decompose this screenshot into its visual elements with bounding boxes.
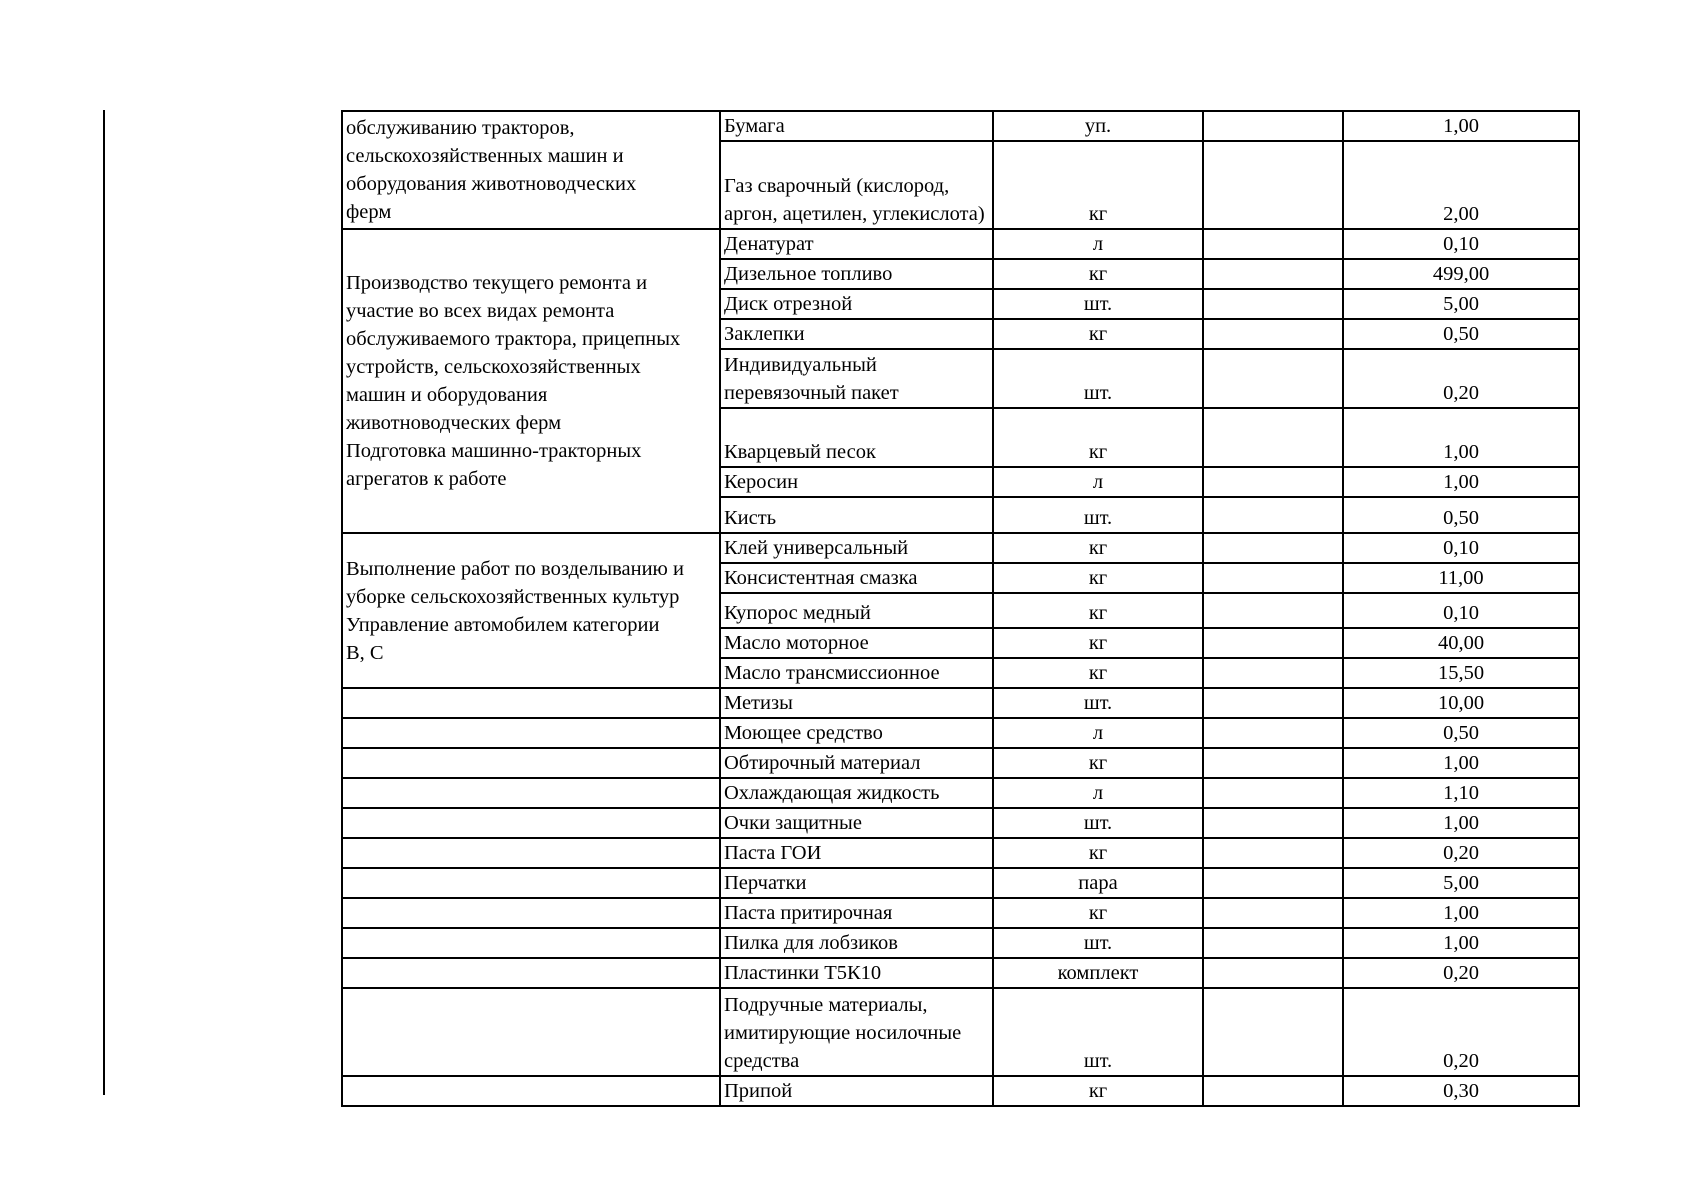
work-description-cell xyxy=(342,928,720,958)
empty-cell xyxy=(1203,748,1343,778)
materials-table xyxy=(341,110,1580,1107)
unit-cell: кг xyxy=(993,408,1203,467)
left-margin-rule xyxy=(103,110,105,1095)
unit-cell: шт. xyxy=(993,988,1203,1076)
unit-cell: кг xyxy=(993,1076,1203,1106)
work-description-line: обслуживанию тракторов, xyxy=(346,117,575,139)
work-description-cell xyxy=(342,688,720,718)
unit-cell: кг xyxy=(993,628,1203,658)
work-description-line: обслуживаемого трактора, прицепных xyxy=(346,328,681,350)
empty-cell xyxy=(1203,349,1343,408)
empty-cell xyxy=(1203,628,1343,658)
material-name-cell: Подручные материалы, имитирующие носилочные средства xyxy=(720,988,993,1076)
empty-cell xyxy=(1203,533,1343,563)
table-row xyxy=(342,688,1579,718)
unit-cell: шт. xyxy=(993,688,1203,718)
empty-cell xyxy=(1203,593,1343,628)
work-description-line: Производство текущего ремонта и xyxy=(346,272,648,294)
material-name-cell: Консистентная смазка xyxy=(720,563,993,593)
material-name-cell: Диск отрезной xyxy=(720,289,993,319)
empty-cell xyxy=(1203,111,1343,141)
unit-cell: уп. xyxy=(993,111,1203,141)
work-description-cell xyxy=(342,808,720,838)
empty-cell xyxy=(1203,838,1343,868)
quantity-cell: 499,00 xyxy=(1343,259,1579,289)
work-description-line: сельскохозяйственных машин и xyxy=(346,145,624,167)
empty-cell xyxy=(1203,658,1343,688)
empty-cell xyxy=(1203,688,1343,718)
work-description-line: ферм xyxy=(346,201,392,223)
material-name-cell: Клей универсальный xyxy=(720,533,993,563)
work-description-cell xyxy=(342,868,720,898)
material-name-cell: Масло моторное xyxy=(720,628,993,658)
table-row xyxy=(342,808,1579,838)
quantity-cell: 1,00 xyxy=(1343,408,1579,467)
empty-cell xyxy=(1203,259,1343,289)
empty-cell xyxy=(1203,718,1343,748)
table-row xyxy=(342,718,1579,748)
material-name-cell: Пластинки Т5К10 xyxy=(720,958,993,988)
table-row xyxy=(342,868,1579,898)
work-description-cell xyxy=(342,898,720,928)
unit-cell: л xyxy=(993,467,1203,497)
material-name-cell: Керосин xyxy=(720,467,993,497)
unit-cell: шт. xyxy=(993,808,1203,838)
empty-cell xyxy=(1203,868,1343,898)
quantity-cell: 0,50 xyxy=(1343,497,1579,533)
work-description-line: Подготовка машинно-тракторных xyxy=(346,440,642,462)
quantity-cell: 0,30 xyxy=(1343,1076,1579,1106)
quantity-cell: 15,50 xyxy=(1343,658,1579,688)
quantity-cell: 1,10 xyxy=(1343,778,1579,808)
work-description-line: животноводческих ферм xyxy=(346,412,562,434)
unit-cell: кг xyxy=(993,259,1203,289)
material-name-cell: Паста ГОИ xyxy=(720,838,993,868)
material-name-cell: Кварцевый песок xyxy=(720,408,993,467)
quantity-cell: 1,00 xyxy=(1343,928,1579,958)
quantity-cell: 0,20 xyxy=(1343,988,1579,1076)
quantity-cell: 0,20 xyxy=(1343,838,1579,868)
work-description-cell xyxy=(342,958,720,988)
work-description-line: агрегатов к работе xyxy=(346,468,507,490)
table-row xyxy=(342,988,1579,1076)
material-name-cell: Метизы xyxy=(720,688,993,718)
quantity-cell: 0,50 xyxy=(1343,319,1579,349)
work-description-line: Управление автомобилем категории xyxy=(346,613,660,636)
work-description-cell xyxy=(342,229,720,533)
unit-cell: кг xyxy=(993,563,1203,593)
empty-cell xyxy=(1203,141,1343,229)
material-name-cell: Пилка для лобзиков xyxy=(720,928,993,958)
unit-cell: шт. xyxy=(993,497,1203,533)
work-description-cell xyxy=(342,838,720,868)
table-row xyxy=(342,748,1579,778)
empty-cell xyxy=(1203,928,1343,958)
table-row xyxy=(342,838,1579,868)
unit-cell: кг xyxy=(993,748,1203,778)
unit-cell: шт. xyxy=(993,928,1203,958)
unit-cell: пара xyxy=(993,868,1203,898)
quantity-cell: 1,00 xyxy=(1343,898,1579,928)
quantity-cell: 10,00 xyxy=(1343,688,1579,718)
material-name-cell: Обтирочный материал xyxy=(720,748,993,778)
unit-cell: кг xyxy=(993,838,1203,868)
table-row xyxy=(342,229,1579,259)
material-name-cell: Купорос медный xyxy=(720,593,993,628)
quantity-cell: 0,20 xyxy=(1343,958,1579,988)
unit-cell: шт. xyxy=(993,349,1203,408)
work-description-line: машин и оборудования xyxy=(346,384,548,406)
quantity-cell: 11,00 xyxy=(1343,563,1579,593)
work-description-cell xyxy=(342,748,720,778)
unit-cell: кг xyxy=(993,141,1203,229)
unit-cell: л xyxy=(993,229,1203,259)
material-name-cell: Очки защитные xyxy=(720,808,993,838)
material-name-cell: Кисть xyxy=(720,497,993,533)
unit-cell: кг xyxy=(993,593,1203,628)
quantity-cell: 1,00 xyxy=(1343,748,1579,778)
material-name-cell: Индивидуальный перевязочный пакет xyxy=(720,349,993,408)
quantity-cell: 1,00 xyxy=(1343,808,1579,838)
empty-cell xyxy=(1203,497,1343,533)
unit-cell: кг xyxy=(993,658,1203,688)
quantity-cell: 0,50 xyxy=(1343,718,1579,748)
material-name-cell: Масло трансмиссионное xyxy=(720,658,993,688)
empty-cell xyxy=(1203,408,1343,467)
work-description-line: оборудования животноводческих xyxy=(346,173,637,195)
unit-cell: шт. xyxy=(993,289,1203,319)
materials-table-body xyxy=(342,111,1579,1106)
unit-cell: кг xyxy=(993,898,1203,928)
table-row xyxy=(342,1076,1579,1106)
empty-cell xyxy=(1203,898,1343,928)
material-name-cell: Припой xyxy=(720,1076,993,1106)
empty-cell xyxy=(1203,1076,1343,1106)
quantity-cell: 0,20 xyxy=(1343,349,1579,408)
empty-cell xyxy=(1203,467,1343,497)
quantity-cell: 1,00 xyxy=(1343,111,1579,141)
material-name-cell: Моющее средство xyxy=(720,718,993,748)
quantity-cell: 5,00 xyxy=(1343,868,1579,898)
quantity-cell: 0,10 xyxy=(1343,229,1579,259)
work-description-cell xyxy=(342,111,720,229)
quantity-cell: 0,10 xyxy=(1343,533,1579,563)
table-row xyxy=(342,958,1579,988)
material-name-cell: Денатурат xyxy=(720,229,993,259)
material-name-cell: Газ сварочный (кислород, аргон, ацетилен, углекислота) xyxy=(720,141,993,229)
table-row xyxy=(342,898,1579,928)
unit-cell: кг xyxy=(993,319,1203,349)
work-description-line: Выполнение работ по возделыванию и xyxy=(346,557,684,580)
empty-cell xyxy=(1203,778,1343,808)
quantity-cell: 2,00 xyxy=(1343,141,1579,229)
empty-cell xyxy=(1203,563,1343,593)
work-description-cell xyxy=(342,718,720,748)
empty-cell xyxy=(1203,229,1343,259)
work-description-cell xyxy=(342,533,720,688)
work-description-cell xyxy=(342,1076,720,1106)
unit-cell: кг xyxy=(993,533,1203,563)
quantity-cell: 0,10 xyxy=(1343,593,1579,628)
unit-cell: комплект xyxy=(993,958,1203,988)
material-name-cell: Бумага xyxy=(720,111,993,141)
work-description-line: В, С xyxy=(346,641,384,664)
quantity-cell: 40,00 xyxy=(1343,628,1579,658)
material-name-cell: Перчатки xyxy=(720,868,993,898)
unit-cell: л xyxy=(993,778,1203,808)
empty-cell xyxy=(1203,808,1343,838)
work-description-cell xyxy=(342,988,720,1076)
unit-cell: л xyxy=(993,718,1203,748)
empty-cell xyxy=(1203,988,1343,1076)
empty-cell xyxy=(1203,319,1343,349)
table-row xyxy=(342,928,1579,958)
table-row xyxy=(342,111,1579,141)
material-name-cell: Заклепки xyxy=(720,319,993,349)
quantity-cell: 5,00 xyxy=(1343,289,1579,319)
empty-cell xyxy=(1203,289,1343,319)
work-description-line: устройств, сельскохозяйственных xyxy=(346,356,641,378)
material-name-cell: Охлаждающая жидкость xyxy=(720,778,993,808)
table-row xyxy=(342,778,1579,808)
empty-cell xyxy=(1203,958,1343,988)
material-name-cell: Дизельное топливо xyxy=(720,259,993,289)
material-name-cell: Паста притирочная xyxy=(720,898,993,928)
table-row xyxy=(342,533,1579,563)
work-description-line: участие во всех видах ремонта xyxy=(346,300,615,322)
quantity-cell: 1,00 xyxy=(1343,467,1579,497)
work-description-line: уборке сельскохозяйственных культур xyxy=(346,585,680,608)
work-description-cell xyxy=(342,778,720,808)
